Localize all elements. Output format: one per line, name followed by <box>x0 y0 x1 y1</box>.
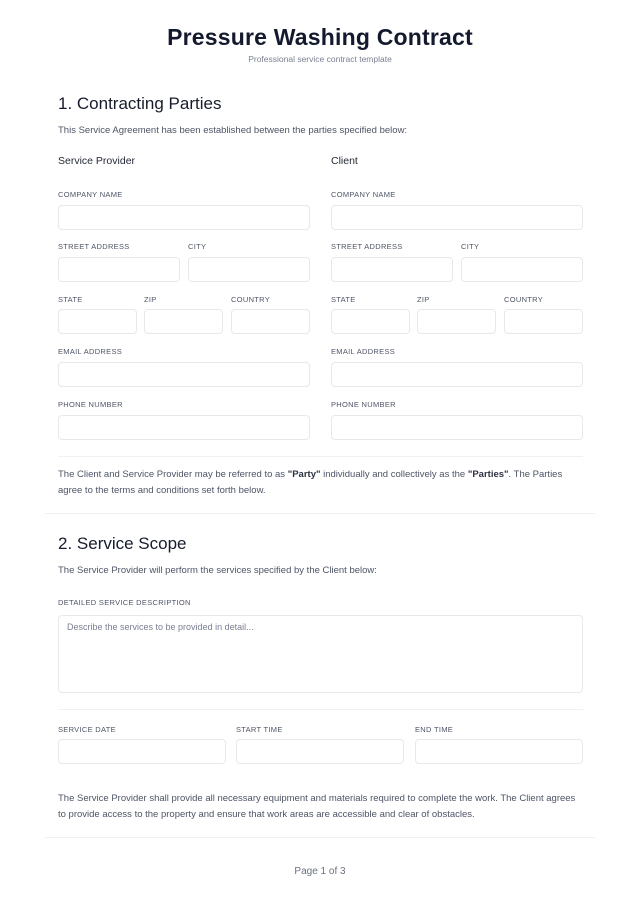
client-street-label: STREET ADDRESS <box>331 242 403 251</box>
service-description-field[interactable] <box>58 615 583 693</box>
client-heading: Client <box>331 155 358 167</box>
provider-email-field[interactable] <box>58 362 310 387</box>
service-date-input[interactable] <box>59 740 225 763</box>
client-state-label: STATE <box>331 295 356 304</box>
parties-note <box>58 467 583 498</box>
client-company-input[interactable] <box>332 206 582 229</box>
provider-email-label: EMAIL ADDRESS <box>58 347 123 356</box>
client-country-label: COUNTRY <box>504 295 544 304</box>
provider-company-input[interactable] <box>59 206 309 229</box>
provider-company-field[interactable] <box>58 205 310 230</box>
section-2-heading: 2. Service Scope <box>58 534 187 553</box>
client-country-input[interactable] <box>505 310 582 333</box>
client-city-label: CITY <box>461 242 480 251</box>
provider-country-label: COUNTRY <box>231 295 271 304</box>
client-zip-input[interactable] <box>418 310 495 333</box>
client-phone-field[interactable] <box>331 415 583 440</box>
client-company-field[interactable] <box>331 205 583 230</box>
provider-country-input[interactable] <box>232 310 309 333</box>
section-2-intro: The Service Provider will perform the services specified by the Client below: <box>58 565 377 576</box>
client-phone-input[interactable] <box>332 416 582 439</box>
end-time-field[interactable] <box>415 739 583 764</box>
start-time-field[interactable] <box>236 739 404 764</box>
page-subtitle: Professional service contract template <box>248 54 392 64</box>
parties-note-text-2: individually and collectively as the <box>320 469 468 480</box>
start-time-input[interactable] <box>237 740 403 763</box>
provider-phone-input[interactable] <box>59 416 309 439</box>
service-date-field[interactable] <box>58 739 226 764</box>
client-street-field[interactable] <box>331 257 453 282</box>
provider-state-field[interactable] <box>58 309 137 334</box>
provider-street-input[interactable] <box>59 258 179 281</box>
service-description-label: DETAILED SERVICE DESCRIPTION <box>58 598 191 607</box>
provider-country-field[interactable] <box>231 309 310 334</box>
client-city-field[interactable] <box>461 257 583 282</box>
provider-street-label: STREET ADDRESS <box>58 242 130 251</box>
provider-state-label: STATE <box>58 295 83 304</box>
parties-note-text-3: . The Parties agree to the terms and conditions set forth below. <box>58 469 563 496</box>
provider-city-label: CITY <box>188 242 207 251</box>
end-time-label: END TIME <box>415 725 454 734</box>
equipment-note: The Service Provider shall provide all necessary equipment and materials required to complete the work. The Client agrees to provide access to the property and ensure that work areas are accessible and clear of obstacles. <box>58 793 576 820</box>
client-zip-field[interactable] <box>417 309 496 334</box>
provider-company-label: COMPANY NAME <box>58 190 123 199</box>
section-divider <box>45 513 595 514</box>
client-email-label: EMAIL ADDRESS <box>331 347 396 356</box>
parties-term: "Parties" <box>467 469 509 480</box>
provider-phone-field[interactable] <box>58 415 310 440</box>
client-phone-label: PHONE NUMBER <box>331 400 396 409</box>
provider-phone-label: PHONE NUMBER <box>58 400 123 409</box>
service-date-label: SERVICE DATE <box>58 725 116 734</box>
client-street-input[interactable] <box>332 258 452 281</box>
page-indicator: Page 1 of 3 <box>294 866 346 877</box>
page-title: Pressure Washing Contract <box>167 24 473 50</box>
parties-note-text-1: The Client and Service Provider may be referred to as <box>58 469 288 480</box>
section-1-heading: 1. Contracting Parties <box>58 94 222 113</box>
end-time-input[interactable] <box>416 740 582 763</box>
provider-zip-field[interactable] <box>144 309 223 334</box>
section-1-intro: This Service Agreement has been established between the parties specified below: <box>58 125 408 136</box>
provider-city-input[interactable] <box>189 258 309 281</box>
provider-street-field[interactable] <box>58 257 180 282</box>
client-country-field[interactable] <box>504 309 583 334</box>
provider-city-field[interactable] <box>188 257 310 282</box>
client-email-input[interactable] <box>332 363 582 386</box>
provider-state-input[interactable] <box>59 310 136 333</box>
provider-email-input[interactable] <box>59 363 309 386</box>
client-email-field[interactable] <box>331 362 583 387</box>
service-description-textarea[interactable] <box>59 616 582 692</box>
party-term: "Party" <box>287 469 321 480</box>
start-time-label: START TIME <box>236 725 283 734</box>
client-city-input[interactable] <box>462 258 582 281</box>
client-state-input[interactable] <box>332 310 409 333</box>
provider-zip-label: ZIP <box>144 295 157 304</box>
divider <box>58 456 583 457</box>
provider-heading: Service Provider <box>58 155 136 167</box>
client-state-field[interactable] <box>331 309 410 334</box>
client-zip-label: ZIP <box>417 295 430 304</box>
section-divider <box>45 837 595 838</box>
divider <box>58 709 583 710</box>
client-company-label: COMPANY NAME <box>331 190 396 199</box>
provider-zip-input[interactable] <box>145 310 222 333</box>
